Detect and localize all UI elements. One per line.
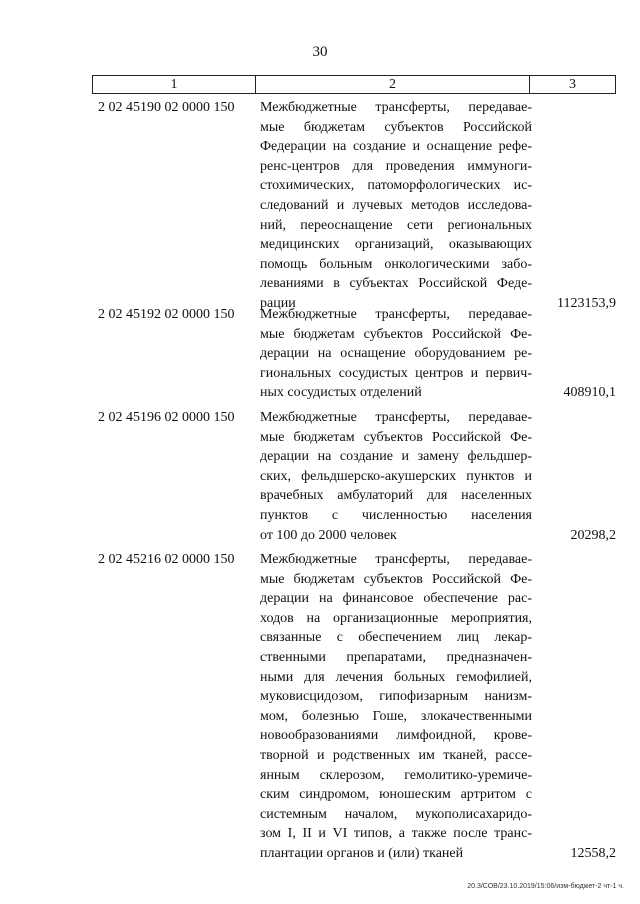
description-line: ными для лечения больных гемофилией, [260, 669, 532, 685]
budget-code: 2 02 45192 02 0000 150 [98, 307, 235, 322]
footer-stamp: 20.3/СОВ/23.10.2019/15:06/изм-бюджет-2 чт-1 ч. [467, 883, 624, 890]
description-line: ственными препаратами, предназначен- [260, 649, 532, 665]
description-line: творной и родственных им тканей, рассе- [260, 747, 532, 763]
description-line: ний, переоснащение сети региональных [260, 217, 532, 233]
description-line: Федерации на создание и оснащение рефе- [260, 139, 532, 155]
column-header-3: 3 [569, 76, 576, 92]
row-description [260, 550, 532, 864]
description-line: ским синдромом, юношеским артритом с [260, 787, 532, 803]
row-description [260, 305, 532, 403]
description-line: плантации органов и (или) тканей [260, 845, 464, 861]
description-line: стохимических, патоморфологических ис- [260, 178, 532, 194]
description-line: от 100 до 2000 человек [260, 527, 397, 543]
budget-code: 2 02 45190 02 0000 150 [98, 100, 235, 115]
description-line: мые бюджетам субъектов Российской Фе- [260, 429, 532, 445]
description-line: Межбюджетные трансферты, передавае- [260, 307, 532, 322]
description-line: ходов на организационные мероприятия, [260, 610, 532, 626]
description-line: Межбюджетные трансферты, передавае- [260, 410, 532, 425]
description-line: зом I, II и VI типов, а также после транс- [260, 826, 532, 842]
description-line: ренс-центров для проведения иммуноги- [260, 158, 532, 174]
budget-code: 2 02 45216 02 0000 150 [98, 552, 235, 567]
amount-value: 408910,1 [563, 385, 616, 401]
description-line: рации [260, 295, 296, 311]
description-line: Межбюджетные трансферты, передавае- [260, 100, 532, 115]
table-header-row [92, 75, 616, 94]
description-line: дерации на финансовое обеспечение рас- [260, 591, 532, 607]
description-line: следований и лучевых методов исследова- [260, 197, 532, 213]
budget-code: 2 02 45196 02 0000 150 [98, 410, 235, 425]
amount-value: 20298,2 [570, 527, 616, 543]
description-line: гиональных сосудистых центров и первич- [260, 365, 532, 381]
column-header-2: 2 [256, 76, 530, 93]
description-line: пунктов с численностью населения [260, 507, 532, 523]
page-number: 30 [312, 44, 328, 60]
description-line: системным началом, мукополисахаридо- [260, 806, 532, 822]
description-line: дерации на создание и замену фельдшер- [260, 449, 532, 465]
description-line: мом, болезнью Гоше, злокачественными [260, 708, 532, 724]
amount-value: 12558,2 [570, 846, 616, 861]
column-header-1: 1 [93, 76, 256, 93]
description-line: медицинских организаций, оказывающих [260, 237, 532, 253]
description-line: Межбюджетные трансферты, передавае- [260, 552, 532, 567]
description-line: мые бюджетам субъектов Российской Фе- [260, 571, 532, 587]
description-line: ских, фельдшерско-акушерских пунктов и [260, 468, 532, 484]
description-line: связанные с обеспечением лиц лекар- [260, 630, 532, 646]
description-line: леваниями в субъектах Российской Феде- [260, 276, 532, 292]
amount-value: 1123153,9 [557, 296, 616, 311]
description-line: ных сосудистых отделений [260, 385, 422, 401]
description-line: новообразованиями лимфоидной, крове- [260, 728, 532, 744]
description-line: помощь больным онкологическими забо- [260, 256, 532, 272]
row-description [260, 408, 532, 545]
description-line: врачебных амбулаторий для населенных [260, 488, 532, 504]
description-line: янным склерозом, гемолитико-уремиче- [260, 767, 532, 783]
description-line: мые бюджетам субъектов Российской [260, 119, 532, 135]
row-description [260, 98, 532, 314]
description-line: мые бюджетам субъектов Российской Фе- [260, 326, 532, 342]
description-line: дерации на оснащение оборудованием ре- [260, 346, 532, 362]
description-line: муковисцидозом, гипофизарным нанизм- [260, 689, 532, 705]
